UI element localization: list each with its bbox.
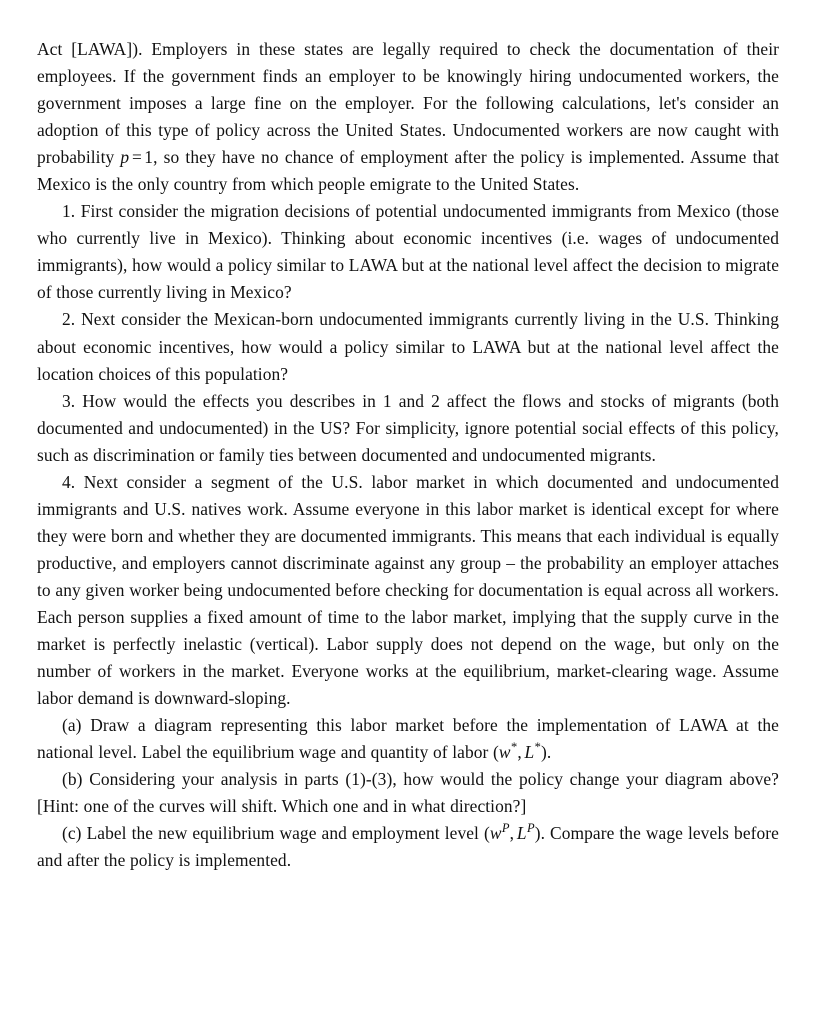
numbered-item-2-text: 2. Next consider the Mexican-born undocumented immigrants currently living in the U.S. Thinking about economic incentives, how would a policy similar to LAWA but at the national level affect the location choices of this population? (37, 309, 779, 384)
math-wage-star-superscript: * (510, 740, 518, 755)
lettered-item-b-text: (b) Considering your analysis in parts (1)-(3), how would the policy change your diagram above? [Hint: one of the curves will shift. Which one and in what direction?] (37, 769, 779, 817)
math-labor-policy-superscript: P (526, 821, 535, 836)
numbered-item-1 (37, 198, 779, 306)
math-wage-policy-superscript: P (501, 821, 510, 836)
numbered-item-4 (37, 469, 779, 712)
paragraph-intro-tail-text: , so they have no chance of employment after the policy is implemented. Assume that Mexico is the only country from which people emigrate to the United States. (37, 147, 779, 195)
numbered-item-4-text: 4. Next consider a segment of the U.S. labor market in which documented and undocumented immigrants and U.S. natives work. Assume everyone in this labor market is identical except for where they were born and whether they are documented immigrants. This means that each individual is equally productive, and employers cannot discriminate against any group – the probability an employer attaches to any given worker being undocumented before checking for documentation is equal across all workers. Each person supplies a fixed amount of time to the labor market, implying that the supply curve in the market is perfectly inelastic (vertical). Labor supply does not depend on the wage, but only on the number of workers in the market. Everyone works at the equilibrium, market-clearing wage. Assume labor demand is downward-sloping. (37, 471, 779, 709)
math-open-paren-c: ( (483, 823, 490, 844)
math-probability-value: 1 (144, 147, 154, 168)
math-open-paren-a: ( (493, 742, 499, 763)
text-column (37, 36, 779, 874)
math-wage-policy-variable: w (489, 823, 502, 844)
math-labor-star-superscript: * (534, 740, 541, 755)
lettered-item-c (37, 820, 779, 874)
math-equals-operator: = (131, 147, 142, 168)
math-close-paren-c: ) (534, 823, 541, 844)
math-comma-a: , (517, 742, 522, 763)
math-labor-policy-variable: L (516, 823, 527, 844)
lettered-item-c-text: (c) Label the new equilibrium wage and employment level (62, 823, 484, 844)
numbered-item-3 (37, 388, 779, 469)
math-probability-variable: p (120, 147, 130, 168)
math-labor-star-variable: L (524, 742, 535, 763)
lettered-item-a-text: (a) Draw a diagram representing this labor market before the implementation of LAWA at the national level. Label the equilibrium wage and quantity of labor (37, 715, 779, 763)
numbered-item-1-text: 1. First consider the migration decisions of potential undocumented immigrants from Mexico (those who currently live in Mexico). Thinking about economic incentives (i.e. wages of undocumented immigrants), how would a policy similar to LAWA but at the national level affect the decision to migrate of those currently living in Mexico? (37, 201, 779, 303)
lettered-item-b (37, 766, 779, 820)
numbered-item-3-text: 3. How would the effects you describes in 1 and 2 affect the flows and stocks of migrants (both documented and undocumented) in the US? For simplicity, ignore potential social effects of this policy, such as discrimination or family ties between documented and undocumented migrants. (37, 390, 779, 465)
numbered-item-2 (37, 306, 779, 387)
paragraph-intro (37, 36, 779, 198)
math-comma-c: , (509, 823, 515, 844)
paragraph-intro-text: Act [LAWA]). Employers in these states are legally required to check the documentation of their employees. If the government finds an employer to be knowingly hiring undocumented workers, the government imposes a large fine on the employer. For the following calculations, let's consider an adoption of this type of policy across the United States. Undocumented workers are now caught with probability (37, 39, 779, 168)
math-close-paren-a: ) (541, 742, 547, 763)
lettered-item-a-tail-text: . (546, 742, 552, 763)
lettered-item-c-tail-text: . Compare the wage levels before and after the policy is implemented. (37, 823, 779, 871)
lettered-item-a (37, 712, 779, 766)
math-wage-star-variable: w (498, 742, 511, 763)
